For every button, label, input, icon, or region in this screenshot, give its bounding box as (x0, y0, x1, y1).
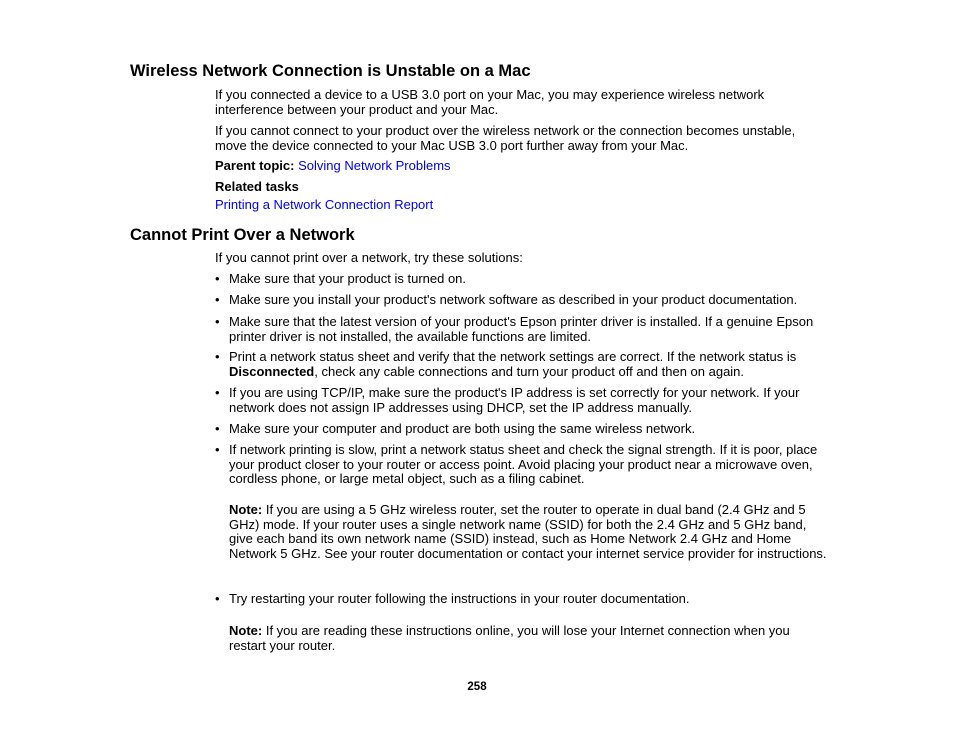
related-task-line (215, 198, 825, 213)
note-internet-connection (229, 624, 829, 653)
bullet-marker: • (215, 421, 220, 436)
section-heading-wireless-unstable: Wireless Network Connection is Unstable on a Mac (130, 62, 531, 80)
bullet-marker: • (215, 442, 220, 457)
list-item (215, 386, 830, 415)
paragraph-usb-interference: If you connected a device to a USB 3.0 port on your Mac, you may experience wireless network interference between your product and your Mac. (215, 87, 765, 117)
list-item (215, 350, 830, 379)
list-item (215, 422, 830, 437)
list-item-text: Make sure that your product is turned on. (229, 271, 467, 286)
related-tasks-label: Related tasks (215, 179, 299, 194)
note-label: Note: (229, 623, 263, 638)
bullet-marker: • (215, 271, 220, 286)
note-5ghz-router (229, 503, 829, 561)
bullet-marker: • (215, 591, 220, 606)
list-item-text: If you are using TCP/IP, make sure the product's IP address is set correctly for your network. If your network does not assign IP addresses using DHCP, set the IP address manually. (229, 385, 800, 415)
related-task-link[interactable]: Printing a Network Connection Report (215, 197, 434, 212)
parent-topic-label: Parent topic: (215, 158, 295, 173)
section-heading-cannot-print: Cannot Print Over a Network (130, 226, 355, 244)
list-item (215, 315, 830, 344)
list-item-text: Try restarting your router following the instructions in your router documentation. (229, 591, 690, 606)
parent-topic-link[interactable]: Solving Network Problems (298, 158, 451, 173)
bullet-marker: • (215, 385, 220, 400)
parent-topic-line (215, 159, 825, 174)
bullet-marker: • (215, 314, 220, 329)
note-text: If you are using a 5 GHz wireless router, set the router to operate in dual band (2.4 GHz and 5 GHz) mode. If your router uses a single network name (SSID) for both the 2.4 GHz and 5 GHz band, give each band its own network name (SSID) instead, such as Home Network 2.4 GHz and Home Network 5 GHz. See your router documentation or contact your internet service provider for instructions. (229, 502, 827, 561)
paragraph-intro-solutions: If you cannot print over a network, try these solutions: (215, 250, 523, 265)
bullet-marker: • (215, 349, 220, 364)
list-item-text: If network printing is slow, print a network status sheet and check the signal strength. If it is poor, place your product closer to your router or access point. Avoid placing your product near a microwave oven, cordless phone, or large metal object, such as a filing cabinet. (229, 442, 818, 487)
bullet-marker: • (215, 292, 220, 307)
list-item-text: Make sure that the latest version of your product's Epson printer driver is installed. If a genuine Epson printer driver is not installed, the available functions are limited. (229, 314, 814, 344)
list-item-text: Make sure you install your product's network software as described in your product documentation. (229, 292, 798, 307)
page-number: 258 (467, 681, 487, 693)
list-item (215, 592, 830, 607)
list-item-text-end: , check any cable connections and turn your product off and then on again. (314, 363, 745, 379)
paragraph-move-device: If you cannot connect to your product over the wireless network or the connection becomes unstable, move the device connected to your Mac USB 3.0 port further away from your Mac. (215, 123, 796, 153)
list-item-text (229, 350, 830, 379)
list-item (215, 293, 830, 308)
list-item-text-start: Print a network status sheet and verify that the network settings are correct. If the network status is (229, 349, 797, 364)
list-item-text: Make sure your computer and product are both using the same wireless network. (229, 421, 696, 436)
status-disconnected: Disconnected (229, 363, 315, 379)
list-item (215, 443, 830, 487)
note-text: If you are reading these instructions online, you will lose your Internet connection when you restart your router. (229, 623, 790, 653)
note-label: Note: (229, 502, 263, 517)
list-item (215, 272, 830, 287)
